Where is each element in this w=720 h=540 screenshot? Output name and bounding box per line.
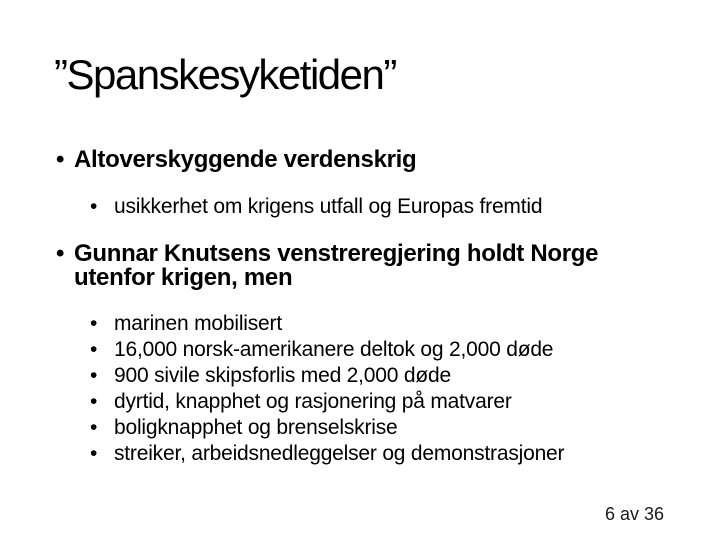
sub-bullet-text: usikkerhet om krigens utfall og Europas fremtid — [114, 195, 543, 218]
sub-bullet-text: marinen mobilisert — [114, 312, 282, 335]
sub-bullet-dot-icon: • — [90, 312, 98, 335]
sub-bullet-text: 900 sivile skipsforlis med 2,000 døde — [114, 364, 451, 387]
bullet-text-line-2: utenfor krigen, men — [74, 264, 293, 291]
sub-bullet-text: 16,000 norsk-amerikanere deltok og 2,000 døde — [114, 338, 554, 361]
sub-bullet-dot-icon: • — [90, 390, 98, 413]
bullet-dot-icon: • — [56, 240, 65, 267]
bullet-text-line-1: Gunnar Knutsens venstreregjering holdt Norge — [74, 240, 599, 267]
bullet-dot-icon: • — [56, 146, 65, 173]
sub-bullet-dot-icon: • — [90, 338, 98, 361]
sub-bullet-text: streiker, arbeidsnedleggelser og demonstrasjoner — [114, 442, 565, 465]
bullet-text: Altoverskyggende verdenskrig — [74, 146, 417, 173]
sub-bullet-dot-icon: • — [90, 195, 98, 218]
slide-title: ”Spanskesyketiden” — [54, 51, 396, 98]
page-number: 6 av 36 — [604, 504, 664, 524]
sub-bullet-text: dyrtid, knapphet og rasjonering på matvarer — [114, 390, 512, 413]
sub-bullet-dot-icon: • — [90, 416, 98, 439]
sub-bullet-dot-icon: • — [90, 364, 98, 387]
sub-bullet-text: boligknapphet og brenselskrise — [114, 416, 398, 439]
sub-bullet-dot-icon: • — [90, 442, 98, 465]
